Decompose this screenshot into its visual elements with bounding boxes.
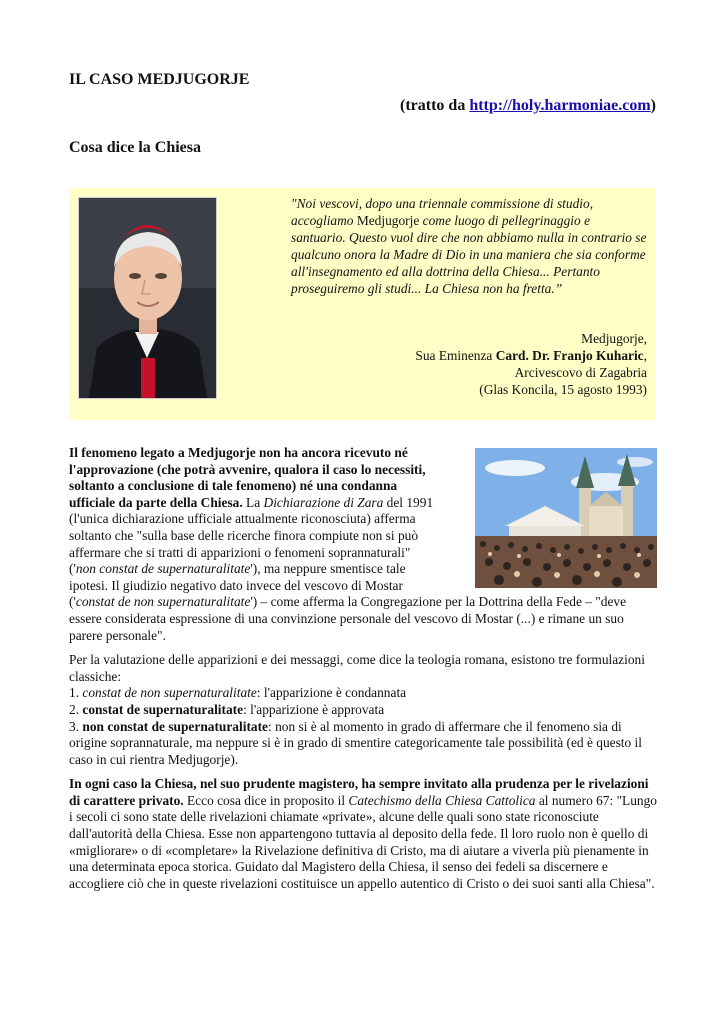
cardinal-portrait <box>78 197 217 399</box>
paragraph-3-text-1: Ecco cosa dice in proposito il <box>183 792 349 808</box>
paragraph-1-text-2: del 1991 (l'unica dichiarazione ufficiale attualmente riconosciuta) afferma soltanto che "sulla base delle ricerche finora compiute non si può affermare che si tratti di apparizioni o fenomeni soprannaturali" (' <box>69 494 434 577</box>
source-suffix: ) <box>650 97 656 114</box>
paragraph-1-text-1: La <box>242 494 264 510</box>
paragraph-3-bold: In ogni caso la Chiesa, nel suo prudente magistero, ha sempre invitato alla prudenza per le rivelazioni di carattere privato. <box>69 776 649 808</box>
quote-part-2: come luogo di pellegrinaggio e santuario. Questo vuol dire che non abbiamo nulla in contrario se qualcuno onora la Madre di Dio in una maniera che sia conforme all'insegnamento ed alla dottrina della Chiesa... Pertanto proseguiremo gli studi... La Chiesa non ha fretta.” <box>291 213 647 296</box>
list-item-1-desc: : l'apparizione è condannata <box>256 685 407 701</box>
list-item-2-number: 2. <box>69 701 83 717</box>
paragraph-1-bold: Il fenomeno legato a Medjugorje non ha ancora ricevuto né l'approvazione (che potrà avvenire, qualora il caso lo necessiti, soltanto a conclusione di tale fenomeno) né una condanna ufficiale da parte della Chiesa. <box>69 445 426 510</box>
document-title: IL CASO MEDJUGORJE <box>69 71 250 88</box>
paragraph-2 <box>69 652 657 768</box>
paragraph-1 <box>69 445 657 644</box>
cardinal-portrait-icon <box>79 198 216 398</box>
list-item-2-term: constat de supernaturalitate <box>82 701 244 717</box>
signature-name: Card. Dr. Franjo Kuharic <box>495 348 644 363</box>
list-item-1-term: constat de non supernaturalitate <box>82 685 257 701</box>
paragraph-1-text-3: '), ma neppure smentisce tale ipotesi. Il giudizio negativo dato invece del vescovo di Mostar (' <box>69 561 406 610</box>
list-item-3-desc: : non si è al momento in grado di affermare che il fenomeno sia di origine soprannaturale, ma neppure si è in grado di smentire categoricamente tale possibilità (ed è questo il caso in cui rientra Medjugorje). <box>69 718 642 767</box>
source-link[interactable]: http://holy.harmoniae.com <box>469 97 651 114</box>
section-title: Cosa dice la Chiesa <box>69 139 201 156</box>
list-item-1 <box>69 685 657 702</box>
signature-line-4: (Glas Koncila, 15 agosto 1993) <box>479 382 647 397</box>
paragraph-3 <box>69 776 657 892</box>
list-item-2-desc: : l'apparizione è approvata <box>243 701 385 717</box>
quote-box <box>69 188 655 420</box>
quote-part-1: "Noi vescovi, dopo una triennale commissione di studio, accogliamo <box>291 196 594 228</box>
paragraph-1-text-4: ') – come afferma la Congregazione per la Dottrina della Fede – "deve essere considerata espressione di una convinzione personale del vescovo di Mostar (...) e rimane un suo parere personale". <box>69 594 627 643</box>
list-item-3 <box>69 719 657 769</box>
paragraph-1-italic-3: constat de non supernaturalitate <box>75 594 251 610</box>
list-item-3-number: 3. <box>69 718 83 734</box>
church-photo <box>475 448 657 588</box>
signature-line-2 <box>415 347 647 364</box>
bishops-quote <box>291 195 647 297</box>
list-item-2 <box>69 702 657 719</box>
list-item-3-term: non constat de supernaturalitate <box>82 718 269 734</box>
church-photo-icon <box>475 448 657 588</box>
source-prefix: (tratto da <box>400 97 470 114</box>
signature-suffix: , <box>643 348 647 363</box>
article-body <box>69 445 657 900</box>
signature-line-3: Arcivescovo di Zagabria <box>514 365 647 380</box>
quote-signature <box>415 330 647 398</box>
source-credit <box>400 97 656 115</box>
paragraph-2-intro: Per la valutazione delle apparizioni e dei messaggi, come dice la teologia romana, esistono tre formulazioni classiche: <box>69 652 645 684</box>
paragraph-3-text-2: al numero 67: "Lungo i secoli ci sono state delle rivelazioni chiamate «private», alcune delle quali sono state riconosciute dall'autorità della Chiesa. Esse non appartengono tuttavia al deposito della fede. Il loro ruolo non è quello di «migliorare» o di «completare» la Rivelazione definitiva di Cristo, ma di aiutare a viverla più pienamente in una determinata epoca storica. Guidato dal Magistero della Chiesa, il senso dei fedeli sa discernere e accogliere ciò che in queste rivelazioni costituisce un appello autentico di Cristo o dei suoi santi alla Chiesa". <box>69 792 657 891</box>
list-item-1-number: 1. <box>69 685 83 701</box>
paragraph-1-italic-2: non constat de supernaturalitate <box>75 561 251 577</box>
quote-place: Medjugorje <box>356 213 420 228</box>
signature-prefix: Sua Eminenza <box>415 348 496 363</box>
signature-line-1: Medjugorje, <box>581 331 647 346</box>
paragraph-3-italic-1: Catechismo della Chiesa Cattolica <box>348 792 536 808</box>
paragraph-1-italic-1: Dichiarazione di Zara <box>263 494 384 510</box>
